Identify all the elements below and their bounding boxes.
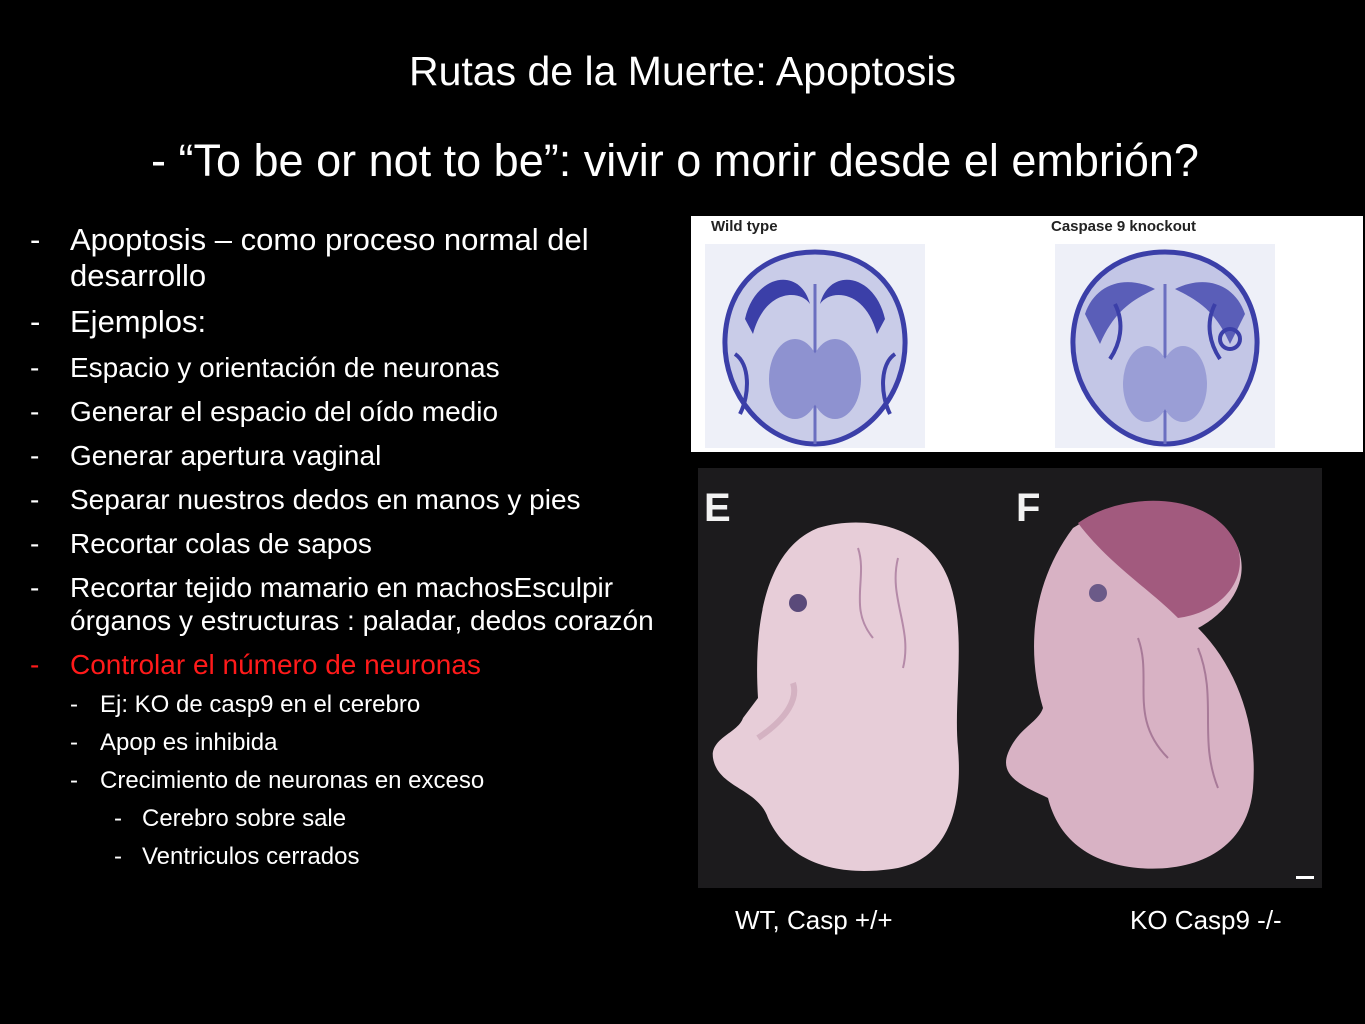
bullet-dash: - [30, 304, 41, 339]
bullet-text: Espacio y orientación de neuronas [70, 352, 500, 383]
slide-title: Rutas de la Muerte: Apoptosis [409, 48, 956, 94]
bullet-example [30, 351, 720, 384]
brain-section-figure [691, 216, 1363, 452]
bullet-highlight [30, 648, 720, 681]
bullet-dash: - [30, 484, 40, 515]
bullet-example [30, 439, 720, 472]
slide-subtitle: - “To be or not to be”: vivir o morir desde el embrión? [151, 135, 1199, 186]
caption-wild-type: WT, Casp +/+ [735, 905, 893, 935]
bullet-text: Crecimiento de neuronas en exceso [100, 767, 485, 794]
embryo-illustration [698, 468, 1322, 888]
bullet-text: Apop es inhibida [100, 729, 278, 756]
bullet-dash: - [114, 843, 122, 870]
bullet-text: Generar apertura vaginal [70, 440, 382, 471]
scale-bar [1296, 876, 1314, 879]
bullet-apoptosis [30, 222, 720, 294]
bullet-dash: - [30, 572, 40, 603]
knockout-label: Caspase 9 knockout [1051, 218, 1197, 235]
sub-sub-bullet [30, 843, 720, 871]
bullet-dash: - [30, 352, 40, 383]
bullet-example [30, 571, 720, 637]
bullet-text: Ejemplos: [70, 304, 207, 339]
bullet-text: Generar el espacio del oído medio [70, 396, 499, 427]
knockout-embryo [1006, 501, 1254, 869]
bullet-ejemplos [30, 304, 720, 340]
bullet-dash: - [30, 649, 40, 680]
bullet-text: Separar nuestros dedos en manos y pies [70, 484, 581, 515]
bullet-text: Ventriculos cerrados [142, 843, 360, 870]
bullet-example [30, 527, 720, 560]
sub-bullet [30, 767, 720, 795]
embryo-photo-figure [698, 468, 1322, 888]
bullet-dash: - [30, 528, 40, 559]
bullet-dash: - [114, 805, 122, 832]
bullet-example [30, 483, 720, 516]
panel-letter-f: F [1016, 486, 1041, 530]
bullet-text: Cerebro sobre sale [142, 805, 347, 832]
bullet-dash: - [30, 396, 40, 427]
knockout-brain-image [1055, 244, 1275, 448]
bullet-text: Recortar colas de sapos [70, 528, 372, 559]
bullet-dash: - [70, 729, 78, 756]
brain-section-illustration [705, 244, 925, 448]
bullet-dash: - [30, 222, 41, 257]
brain-section-illustration [1055, 244, 1275, 448]
bullet-dash: - [70, 691, 78, 718]
bullet-text: Ej: KO de casp9 en el cerebro [100, 691, 421, 718]
sub-bullet [30, 729, 720, 757]
wild-type-label: Wild type [711, 218, 778, 235]
sub-sub-bullet [30, 805, 720, 833]
bullet-text: Apoptosis – como proceso normal del desarrollo [70, 222, 589, 293]
sub-bullet [30, 691, 720, 719]
bullet-list [30, 222, 720, 871]
panel-letter-e: E [704, 486, 731, 530]
caption-knockout: KO Casp9 -/- [1130, 905, 1282, 935]
wild-type-brain-image [705, 244, 925, 448]
bullet-example [30, 395, 720, 428]
bullet-text: Recortar tejido mamario en machosEsculpir órganos y estructuras : paladar, dedos corazón [70, 572, 654, 636]
bullet-dash: - [30, 440, 40, 471]
bullet-text: Controlar el número de neuronas [70, 649, 481, 680]
wild-type-embryo [713, 522, 959, 871]
bullet-dash: - [70, 767, 78, 794]
